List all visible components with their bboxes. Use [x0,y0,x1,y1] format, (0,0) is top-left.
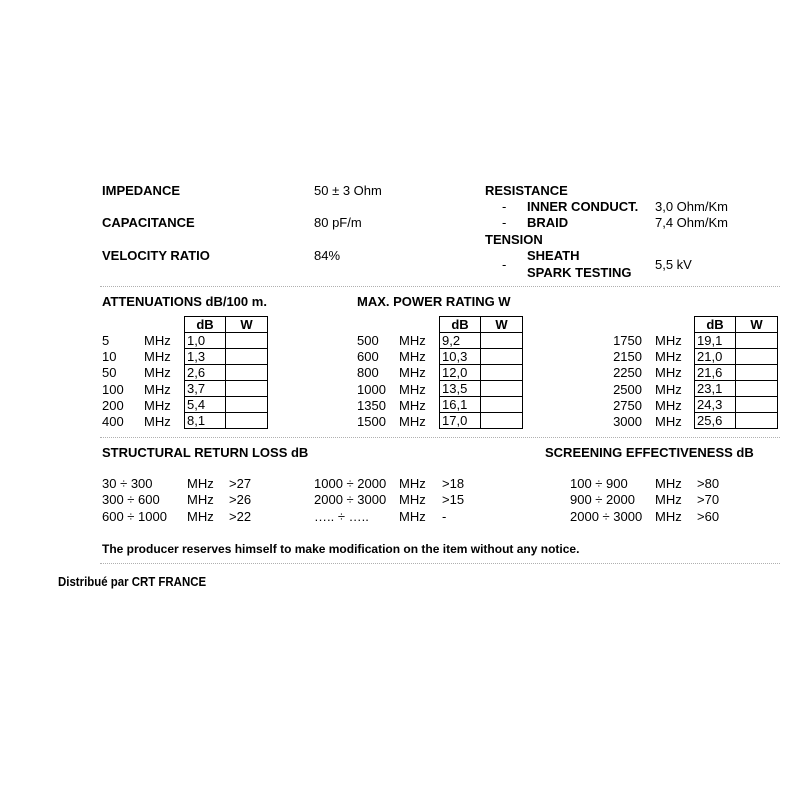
srl-unit: MHz [187,476,214,491]
w-cell [736,365,778,381]
braid-label: BRAID [527,215,569,230]
power-freq: 800 [357,365,379,380]
power-freq: 1000 [357,382,386,397]
power-table [439,316,523,429]
power-title: MAX. POWER RATING W [357,294,511,309]
w-cell [226,413,268,429]
srl-unit: MHz [399,492,426,507]
w-cell [736,381,778,397]
power-unit: MHz [399,365,426,380]
screening-range: 2000 ÷ 3000 [570,509,643,524]
power-freq: 1350 [357,398,386,413]
inner-conduct-value: 3,0 Ohm/Km [655,199,728,214]
w-cell [736,333,778,349]
w-cell [481,413,523,429]
third-freq: 3000 [613,414,642,429]
table-row [440,413,523,429]
attenuation-freq: 200 [102,398,124,413]
table-row [440,397,523,413]
screening-title: SCREENING EFFECTIVENESS dB [545,445,754,460]
attenuation-freq: 50 [102,365,117,380]
srl-value: - [442,509,447,524]
divider-2 [100,437,780,438]
velocity-value: 84% [314,248,341,263]
table-header-row [185,317,268,333]
db-cell: 17,0 [440,413,481,429]
third-unit: MHz [655,333,682,348]
srl-value: >27 [229,476,252,491]
srl-value: >26 [229,492,252,507]
db-cell: 16,1 [440,397,481,413]
col-db-header: dB [185,317,226,333]
w-cell [226,349,268,365]
db-cell: 5,4 [185,397,226,413]
power-freq: 600 [357,349,379,364]
db-cell: 3,7 [185,381,226,397]
w-cell [736,413,778,429]
third-unit: MHz [655,398,682,413]
braid-value: 7,4 Ohm/Km [655,215,728,230]
attenuation-freq: 10 [102,349,117,364]
sheath-value: 5,5 kV [655,257,692,272]
w-cell [481,365,523,381]
table-header-row [440,317,523,333]
power-unit: MHz [399,398,426,413]
srl-range: ….. ÷ ….. [314,509,369,524]
w-cell [226,333,268,349]
srl-range: 1000 ÷ 2000 [314,476,387,491]
third-freq: 2150 [613,349,642,364]
srl-title: STRUCTURAL RETURN LOSS dB [102,445,309,460]
db-cell: 13,5 [440,381,481,397]
table-row [185,381,268,397]
w-cell [481,333,523,349]
srl-unit: MHz [187,509,214,524]
third-unit: MHz [655,414,682,429]
w-cell [226,381,268,397]
attenuation-unit: MHz [144,365,171,380]
table-row [185,349,268,365]
screening-unit: MHz [655,509,682,524]
table-row [185,333,268,349]
db-cell: 19,1 [695,333,736,349]
table-header-row [695,317,778,333]
db-cell: 10,3 [440,349,481,365]
col-db-header: dB [440,317,481,333]
inner-dash: - [502,199,507,214]
col-w-header: W [736,317,778,333]
w-cell [226,397,268,413]
velocity-label: VELOCITY RATIO [102,248,210,263]
attenuation-table [184,316,268,429]
braid-dash: - [502,215,507,230]
attenuation-freq: 5 [102,333,110,348]
db-cell: 1,3 [185,349,226,365]
sheath-dash: - [502,257,507,272]
table-row [440,365,523,381]
w-cell [481,381,523,397]
w-cell [736,397,778,413]
srl-range: 600 ÷ 1000 [102,509,167,524]
third-unit: MHz [655,365,682,380]
col-w-header: W [226,317,268,333]
w-cell [481,397,523,413]
w-cell [481,349,523,365]
db-cell: 8,1 [185,413,226,429]
db-cell: 25,6 [695,413,736,429]
capacitance-label: CAPACITANCE [102,215,195,230]
impedance-value: 50 ± 3 Ohm [314,183,382,198]
resistance-label: RESISTANCE [485,183,568,198]
third-table [694,316,778,429]
third-freq: 1750 [613,333,642,348]
power-unit: MHz [399,382,426,397]
screening-value: >60 [697,509,720,524]
sheath-label: SHEATH [527,248,580,263]
attenuation-freq: 400 [102,414,124,429]
tension-label: TENSION [485,232,543,247]
divider-1 [100,286,780,287]
srl-unit: MHz [399,476,426,491]
db-cell: 21,0 [695,349,736,365]
attenuation-unit: MHz [144,349,171,364]
spark-testing-label: SPARK TESTING [527,265,632,280]
srl-value: >22 [229,509,252,524]
srl-unit: MHz [187,492,214,507]
divider-3 [100,563,780,564]
table-row [440,349,523,365]
table-row [695,397,778,413]
third-freq: 2500 [613,382,642,397]
table-row [695,365,778,381]
third-freq: 2250 [613,365,642,380]
table-row [695,413,778,429]
col-w-header: W [481,317,523,333]
attenuation-unit: MHz [144,398,171,413]
table-row [695,333,778,349]
power-freq: 500 [357,333,379,348]
db-cell: 1,0 [185,333,226,349]
screening-range: 100 ÷ 900 [570,476,628,491]
third-freq: 2750 [613,398,642,413]
screening-unit: MHz [655,476,682,491]
power-unit: MHz [399,333,426,348]
power-freq: 1500 [357,414,386,429]
power-unit: MHz [399,349,426,364]
capacitance-value: 80 pF/m [314,215,362,230]
srl-unit: MHz [399,509,426,524]
srl-range: 300 ÷ 600 [102,492,160,507]
w-cell [736,349,778,365]
table-row [440,333,523,349]
table-row [695,349,778,365]
col-db-header: dB [695,317,736,333]
attenuation-unit: MHz [144,414,171,429]
power-unit: MHz [399,414,426,429]
table-row [440,381,523,397]
screening-value: >70 [697,492,720,507]
srl-value: >18 [442,476,465,491]
db-cell: 24,3 [695,397,736,413]
inner-conduct-label: INNER CONDUCT. [527,199,639,214]
attenuation-title: ATTENUATIONS dB/100 m. [102,294,267,309]
third-unit: MHz [655,349,682,364]
table-row [185,397,268,413]
screening-unit: MHz [655,492,682,507]
db-cell: 12,0 [440,365,481,381]
distributor-text: Distribué par CRT FRANCE [58,574,207,589]
db-cell: 23,1 [695,381,736,397]
attenuation-freq: 100 [102,382,124,397]
srl-range: 2000 ÷ 3000 [314,492,387,507]
attenuation-unit: MHz [144,382,171,397]
third-unit: MHz [655,382,682,397]
table-row [185,413,268,429]
srl-range: 30 ÷ 300 [102,476,153,491]
notice-text: The producer reserves himself to make modification on the item without any notice. [102,542,580,556]
table-row [695,381,778,397]
w-cell [226,365,268,381]
db-cell: 9,2 [440,333,481,349]
table-row [185,365,268,381]
screening-value: >80 [697,476,720,491]
screening-range: 900 ÷ 2000 [570,492,635,507]
db-cell: 21,6 [695,365,736,381]
srl-value: >15 [442,492,465,507]
impedance-label: IMPEDANCE [102,183,181,198]
attenuation-unit: MHz [144,333,171,348]
db-cell: 2,6 [185,365,226,381]
